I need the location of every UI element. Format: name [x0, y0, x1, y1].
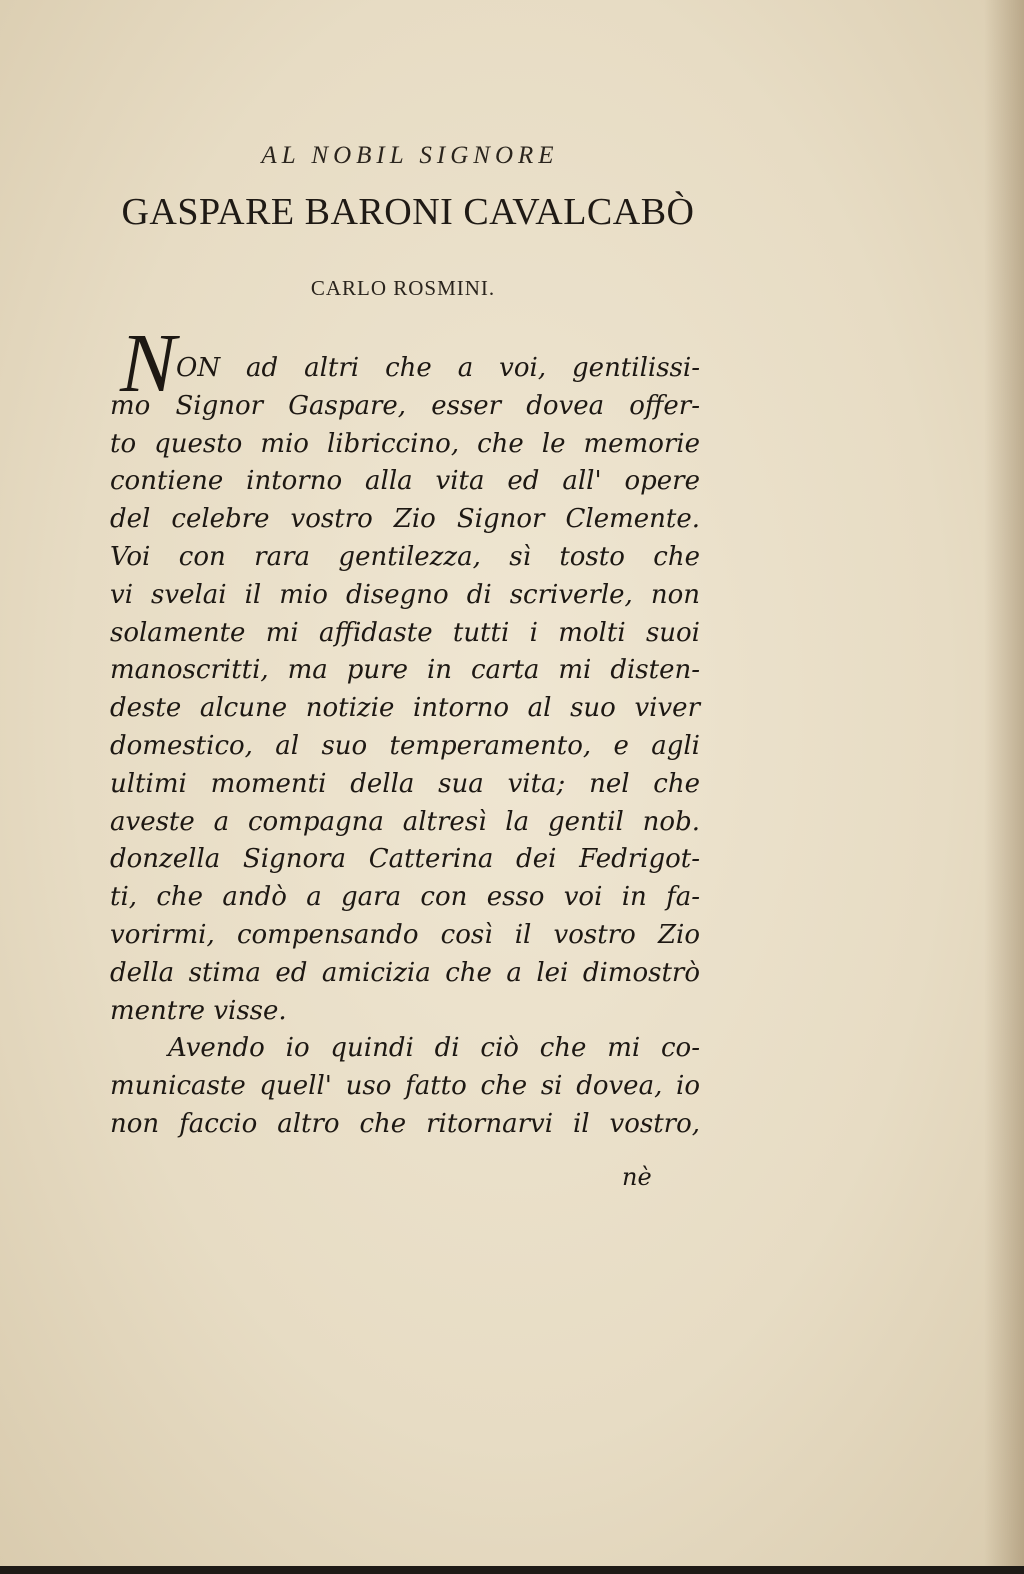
text-line: vorirmi, compensando così il vostro Zio — [110, 919, 700, 950]
catchword: nè — [622, 1163, 652, 1191]
text-line: Voi con rara gentilezza, sì tosto che — [110, 541, 700, 572]
text-line: ti, che andò a gara con esso voi in fa- — [110, 882, 700, 913]
text-line: municaste quell' uso fatto che si dovea, io — [110, 1071, 700, 1102]
text-line: manoscritti, ma pure in carta mi disten- — [110, 655, 700, 686]
text-line: to questo mio libriccino, che le memorie — [110, 428, 700, 459]
scan-bottom-edge — [0, 1566, 1024, 1574]
text-line: della stima ed amicizia che a lei dimostrò — [110, 957, 700, 988]
text-line: domestico, al suo temperamento, e agli — [110, 730, 700, 761]
drop-cap: N — [120, 317, 177, 410]
body-text — [110, 317, 700, 1144]
text-line: vi svelai il mio disegno di scriverle, non — [110, 579, 700, 610]
dedication-line: AL NOBIL SIGNORE — [261, 142, 559, 169]
text-line: donzella Signora Catterina dei Fedrigot- — [110, 844, 700, 875]
author-name: CARLO ROSMINI. — [310, 276, 496, 300]
text-line: contiene intorno alla vita ed all' opere — [110, 466, 700, 497]
text-line: non faccio altro che ritornarvi il vostro, — [110, 1108, 700, 1139]
text-line: solamente mi affidaste tutti i molti suoi — [110, 617, 700, 648]
text-line: Avendo io quindi di ciò che mi co- — [168, 1033, 700, 1064]
page-edge-shadow — [984, 0, 1024, 1574]
text-line: mentre visse. — [110, 995, 287, 1026]
text-line: ultimi momenti della sua vita; nel che — [110, 768, 700, 799]
text-line: aveste a compagna altresì la gentil nob. — [110, 806, 700, 837]
recipient-name: GASPARE BARONI CAVALCABÒ — [121, 191, 695, 233]
text-line: mo Signor Gaspare, esser dovea offer- — [110, 390, 700, 421]
text-line: deste alcune notizie intorno al suo viver — [110, 693, 700, 724]
text-line: del celebre vostro Zio Signor Clemente. — [110, 504, 700, 535]
first-line-text: ON ad altri che a voi, gentilissi- — [176, 353, 700, 383]
